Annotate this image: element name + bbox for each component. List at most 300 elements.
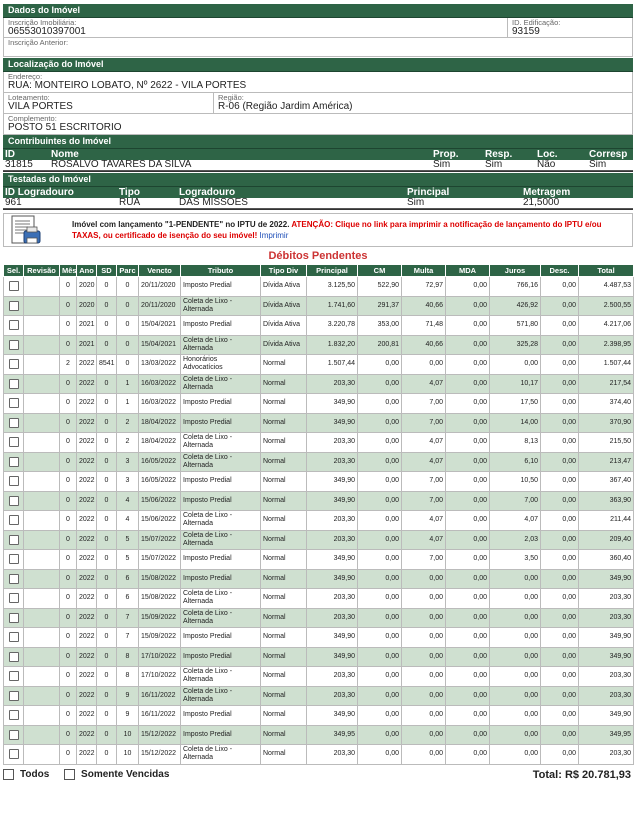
debito-cell-vencto: 15/07/2022 xyxy=(139,550,181,570)
debito-cell-vencto: 16/11/2022 xyxy=(139,686,181,706)
debito-select-checkbox[interactable] xyxy=(9,359,19,369)
debito-select-checkbox[interactable] xyxy=(9,593,19,603)
debito-select-cell[interactable] xyxy=(4,335,24,355)
debito-cell-juros: 8,13 xyxy=(490,433,541,453)
debito-cell-vencto: 18/04/2022 xyxy=(139,413,181,433)
debito-cell-mda: 0,00 xyxy=(446,647,490,667)
contrib-header-prop: Prop. xyxy=(431,149,483,160)
debito-cell-mda: 0,00 xyxy=(446,316,490,336)
debito-cell-vencto: 15/07/2022 xyxy=(139,530,181,550)
debito-cell-revisao xyxy=(24,433,60,453)
debito-cell-parc: 8 xyxy=(117,667,139,687)
debito-cell-revisao xyxy=(24,355,60,375)
debito-cell-tipo-div: Dívida Ativa xyxy=(261,316,307,336)
debito-cell-mda: 0,00 xyxy=(446,472,490,492)
debito-cell-tributo: Imposto Predial xyxy=(181,628,261,648)
debito-row xyxy=(4,335,634,355)
debito-select-checkbox[interactable] xyxy=(9,652,19,662)
debitos-header-cm: CM xyxy=(358,265,402,277)
debito-cell-desc: 0,00 xyxy=(541,530,579,550)
debito-select-checkbox[interactable] xyxy=(9,379,19,389)
debito-cell-juros: 0,00 xyxy=(490,686,541,706)
debito-cell-cm: 0,00 xyxy=(358,686,402,706)
debito-cell-total: 349,90 xyxy=(579,706,634,726)
debito-cell-tributo: Coleta de Lixo - Alternada xyxy=(181,296,261,316)
debito-cell-sd: 0 xyxy=(97,296,117,316)
debito-cell-vencto: 20/11/2020 xyxy=(139,296,181,316)
debito-cell-tipo-div: Normal xyxy=(261,589,307,609)
total-amount: Total: R$ 20.781,93 xyxy=(532,768,631,781)
debito-cell-tipo-div: Normal xyxy=(261,569,307,589)
debito-cell-tributo: Coleta de Lixo - Alternada xyxy=(181,511,261,531)
debito-cell-parc: 2 xyxy=(117,413,139,433)
debito-cell-ano: 2022 xyxy=(77,608,97,628)
debito-cell-cm: 0,00 xyxy=(358,667,402,687)
debito-cell-cm: 0,00 xyxy=(358,589,402,609)
debito-cell-multa: 72,97 xyxy=(402,277,446,297)
debito-select-cell[interactable] xyxy=(4,647,24,667)
debito-cell-mda: 0,00 xyxy=(446,745,490,765)
debito-cell-principal: 349,90 xyxy=(307,491,358,511)
debito-cell-tipo-div: Normal xyxy=(261,628,307,648)
insc-imob-label: Inscrição Imobiliária: xyxy=(8,18,77,27)
debito-cell-mda: 0,00 xyxy=(446,413,490,433)
debito-select-checkbox[interactable] xyxy=(9,496,19,506)
debito-cell-revisao xyxy=(24,394,60,414)
testada-logradouro: DAS MISSOES xyxy=(177,198,405,209)
debito-cell-ano: 2022 xyxy=(77,725,97,745)
section-contribuintes-title: Contribuintes do Imóvel xyxy=(3,135,633,149)
imovel-page xyxy=(3,4,633,781)
debito-cell-mes: 0 xyxy=(60,277,77,297)
debito-cell-cm: 0,00 xyxy=(358,530,402,550)
debito-cell-principal: 349,90 xyxy=(307,628,358,648)
debito-cell-mda: 0,00 xyxy=(446,686,490,706)
debito-select-cell[interactable] xyxy=(4,589,24,609)
debito-row xyxy=(4,394,634,414)
debito-cell-sd: 0 xyxy=(97,433,117,453)
debito-cell-principal: 203,30 xyxy=(307,686,358,706)
debito-select-checkbox[interactable] xyxy=(9,320,19,330)
debito-cell-multa: 7,00 xyxy=(402,550,446,570)
debito-cell-total: 211,44 xyxy=(579,511,634,531)
debito-select-checkbox[interactable] xyxy=(9,730,19,740)
debito-select-cell[interactable] xyxy=(4,511,24,531)
debito-cell-total: 203,30 xyxy=(579,589,634,609)
debito-row xyxy=(4,745,634,765)
debito-cell-tipo-div: Normal xyxy=(261,433,307,453)
debito-select-cell[interactable] xyxy=(4,706,24,726)
contrib-loc: Não xyxy=(535,160,587,171)
debito-select-cell[interactable] xyxy=(4,277,24,297)
debito-select-checkbox[interactable] xyxy=(9,749,19,759)
debito-cell-tipo-div: Normal xyxy=(261,355,307,375)
debito-cell-parc: 0 xyxy=(117,355,139,375)
contribuintes-table xyxy=(3,149,633,172)
debito-cell-multa: 0,00 xyxy=(402,647,446,667)
debitos-header-mda: MDA xyxy=(446,265,490,277)
debito-cell-tributo: Coleta de Lixo - Alternada xyxy=(181,452,261,472)
debito-row xyxy=(4,628,634,648)
testada-header-id: ID Logradouro xyxy=(3,187,117,198)
debito-cell-revisao xyxy=(24,706,60,726)
debito-select-cell[interactable] xyxy=(4,550,24,570)
debito-cell-sd: 0 xyxy=(97,550,117,570)
debito-cell-revisao xyxy=(24,550,60,570)
debito-cell-revisao xyxy=(24,628,60,648)
debitos-header-tipo-div: Tipo Div xyxy=(261,265,307,277)
debito-cell-parc: 8 xyxy=(117,647,139,667)
debito-select-cell[interactable] xyxy=(4,472,24,492)
debito-cell-cm: 0,00 xyxy=(358,472,402,492)
debito-cell-multa: 4,07 xyxy=(402,511,446,531)
imprimir-link[interactable]: Imprimir xyxy=(259,231,289,240)
debito-cell-total: 1.507,44 xyxy=(579,355,634,375)
debito-cell-parc: 9 xyxy=(117,686,139,706)
debitos-header-row xyxy=(4,265,634,277)
debito-cell-cm: 0,00 xyxy=(358,569,402,589)
debitos-header-parc: Parc xyxy=(117,265,139,277)
debito-cell-tributo: Imposto Predial xyxy=(181,316,261,336)
debito-select-cell[interactable] xyxy=(4,745,24,765)
debitos-header-desc: Desc. xyxy=(541,265,579,277)
debito-cell-sd: 0 xyxy=(97,491,117,511)
debito-cell-juros: 0,00 xyxy=(490,647,541,667)
contrib-header-loc: Loc. xyxy=(535,149,587,160)
testada-principal: Sim xyxy=(405,198,521,209)
debito-row xyxy=(4,355,634,375)
debito-cell-ano: 2022 xyxy=(77,550,97,570)
debito-cell-cm: 0,00 xyxy=(358,394,402,414)
debito-row xyxy=(4,686,634,706)
debito-cell-desc: 0,00 xyxy=(541,511,579,531)
debito-cell-multa: 40,66 xyxy=(402,335,446,355)
debito-cell-total: 2.500,55 xyxy=(579,296,634,316)
debito-select-checkbox[interactable] xyxy=(9,535,19,545)
debito-cell-sd: 0 xyxy=(97,667,117,687)
debito-cell-total: 4.217,06 xyxy=(579,316,634,336)
debito-cell-sd: 0 xyxy=(97,316,117,336)
debito-select-cell[interactable] xyxy=(4,491,24,511)
debito-cell-tipo-div: Normal xyxy=(261,608,307,628)
debito-cell-multa: 40,66 xyxy=(402,296,446,316)
debito-cell-cm: 0,00 xyxy=(358,745,402,765)
debito-cell-revisao xyxy=(24,569,60,589)
debito-cell-mda: 0,00 xyxy=(446,491,490,511)
debito-cell-mes: 0 xyxy=(60,316,77,336)
debito-select-checkbox[interactable] xyxy=(9,437,19,447)
document-print-icon[interactable] xyxy=(8,215,44,245)
debito-row xyxy=(4,569,634,589)
debito-cell-vencto: 15/06/2022 xyxy=(139,511,181,531)
debito-cell-total: 363,90 xyxy=(579,491,634,511)
debito-select-checkbox[interactable] xyxy=(9,476,19,486)
debito-cell-tipo-div: Dívida Ativa xyxy=(261,335,307,355)
debito-cell-total: 367,40 xyxy=(579,472,634,492)
debito-select-checkbox[interactable] xyxy=(9,632,19,642)
debito-cell-revisao xyxy=(24,745,60,765)
debito-cell-mda: 0,00 xyxy=(446,335,490,355)
debito-cell-parc: 0 xyxy=(117,316,139,336)
debito-cell-revisao xyxy=(24,335,60,355)
debito-cell-desc: 0,00 xyxy=(541,394,579,414)
debito-cell-vencto: 15/06/2022 xyxy=(139,491,181,511)
debito-cell-parc: 0 xyxy=(117,277,139,297)
section-localizacao-title: Localização do Imóvel xyxy=(3,58,633,72)
debito-cell-sd: 0 xyxy=(97,745,117,765)
debito-cell-juros: 7,00 xyxy=(490,491,541,511)
debito-cell-ano: 2022 xyxy=(77,589,97,609)
debito-cell-tipo-div: Normal xyxy=(261,452,307,472)
debito-cell-parc: 6 xyxy=(117,569,139,589)
debito-cell-tributo: Coleta de Lixo - Alternada xyxy=(181,589,261,609)
debito-cell-principal: 203,30 xyxy=(307,511,358,531)
debito-row xyxy=(4,550,634,570)
debito-cell-parc: 0 xyxy=(117,296,139,316)
debito-cell-cm: 353,00 xyxy=(358,316,402,336)
debito-cell-parc: 7 xyxy=(117,608,139,628)
debito-select-cell[interactable] xyxy=(4,413,24,433)
debito-cell-mes: 0 xyxy=(60,452,77,472)
contrib-resp: Sim xyxy=(483,160,535,171)
debito-cell-multa: 4,07 xyxy=(402,452,446,472)
debito-cell-tributo: Imposto Predial xyxy=(181,491,261,511)
todos-checkbox[interactable] xyxy=(3,769,14,780)
debito-cell-mes: 0 xyxy=(60,413,77,433)
debito-cell-mes: 0 xyxy=(60,374,77,394)
debito-cell-multa: 0,00 xyxy=(402,628,446,648)
debito-cell-mda: 0,00 xyxy=(446,433,490,453)
debito-cell-sd: 0 xyxy=(97,277,117,297)
debito-cell-ano: 2022 xyxy=(77,374,97,394)
debito-cell-principal: 349,90 xyxy=(307,569,358,589)
debito-cell-multa: 0,00 xyxy=(402,355,446,375)
debito-cell-cm: 522,90 xyxy=(358,277,402,297)
debito-cell-vencto: 15/04/2021 xyxy=(139,335,181,355)
debito-select-checkbox[interactable] xyxy=(9,515,19,525)
debito-row xyxy=(4,706,634,726)
vencidas-checkbox[interactable] xyxy=(64,769,75,780)
debito-select-cell[interactable] xyxy=(4,374,24,394)
debito-cell-juros: 0,00 xyxy=(490,608,541,628)
debito-cell-vencto: 16/11/2022 xyxy=(139,706,181,726)
debito-cell-mes: 0 xyxy=(60,628,77,648)
debito-row xyxy=(4,413,634,433)
debito-cell-mes: 2 xyxy=(60,355,77,375)
debito-cell-tributo: Coleta de Lixo - Alternada xyxy=(181,608,261,628)
debito-select-checkbox[interactable] xyxy=(9,281,19,291)
debito-cell-desc: 0,00 xyxy=(541,491,579,511)
debito-cell-sd: 0 xyxy=(97,452,117,472)
debito-cell-ano: 2022 xyxy=(77,530,97,550)
debito-cell-desc: 0,00 xyxy=(541,608,579,628)
debito-select-cell[interactable] xyxy=(4,569,24,589)
debito-cell-cm: 0,00 xyxy=(358,491,402,511)
debito-cell-mes: 0 xyxy=(60,686,77,706)
debito-select-cell[interactable] xyxy=(4,296,24,316)
debito-cell-tributo: Coleta de Lixo - Alternada xyxy=(181,686,261,706)
debito-select-checkbox[interactable] xyxy=(9,710,19,720)
iptu-notice xyxy=(3,213,633,247)
debito-cell-desc: 0,00 xyxy=(541,433,579,453)
debito-cell-tipo-div: Normal xyxy=(261,491,307,511)
debito-cell-mda: 0,00 xyxy=(446,628,490,648)
id-edif-label: ID. Edificação: xyxy=(512,18,561,27)
debito-cell-ano: 2022 xyxy=(77,706,97,726)
debito-select-checkbox[interactable] xyxy=(9,340,19,350)
debito-cell-parc: 5 xyxy=(117,530,139,550)
debito-cell-multa: 0,00 xyxy=(402,569,446,589)
debito-cell-mes: 0 xyxy=(60,647,77,667)
debito-cell-principal: 203,30 xyxy=(307,452,358,472)
endereco-value: RUA: MONTEIRO LOBATO, Nº 2622 - VILA PORTES xyxy=(8,80,247,91)
debito-cell-ano: 2020 xyxy=(77,277,97,297)
debito-cell-desc: 0,00 xyxy=(541,550,579,570)
debito-cell-mda: 0,00 xyxy=(446,452,490,472)
debito-cell-mes: 0 xyxy=(60,433,77,453)
debitos-header-total: Total xyxy=(579,265,634,277)
debito-select-checkbox[interactable] xyxy=(9,613,19,623)
debito-select-cell[interactable] xyxy=(4,667,24,687)
debito-cell-mda: 0,00 xyxy=(446,511,490,531)
debito-cell-total: 360,40 xyxy=(579,550,634,570)
debito-cell-cm: 0,00 xyxy=(358,647,402,667)
debito-cell-parc: 6 xyxy=(117,589,139,609)
debito-cell-cm: 0,00 xyxy=(358,608,402,628)
debito-cell-tipo-div: Normal xyxy=(261,647,307,667)
debito-cell-ano: 2022 xyxy=(77,511,97,531)
debito-select-checkbox[interactable] xyxy=(9,671,19,681)
debito-cell-principal: 203,30 xyxy=(307,667,358,687)
debito-cell-total: 2.398,95 xyxy=(579,335,634,355)
debito-cell-principal: 349,95 xyxy=(307,725,358,745)
debito-select-checkbox[interactable] xyxy=(9,574,19,584)
debito-cell-desc: 0,00 xyxy=(541,472,579,492)
debitos-header-principal: Principal xyxy=(307,265,358,277)
loteamento-label: Loteamento: xyxy=(8,93,50,102)
debito-select-checkbox[interactable] xyxy=(9,691,19,701)
debito-cell-sd: 0 xyxy=(97,511,117,531)
debito-select-checkbox[interactable] xyxy=(9,554,19,564)
debito-cell-mda: 0,00 xyxy=(446,296,490,316)
debito-cell-tributo: Imposto Predial xyxy=(181,394,261,414)
debito-cell-sd: 0 xyxy=(97,647,117,667)
debito-cell-revisao xyxy=(24,686,60,706)
debito-cell-cm: 200,81 xyxy=(358,335,402,355)
debito-select-checkbox[interactable] xyxy=(9,301,19,311)
debito-cell-desc: 0,00 xyxy=(541,725,579,745)
debito-select-cell[interactable] xyxy=(4,394,24,414)
debito-cell-multa: 0,00 xyxy=(402,608,446,628)
debito-cell-juros: 571,80 xyxy=(490,316,541,336)
debito-cell-total: 209,40 xyxy=(579,530,634,550)
debito-cell-total: 4.487,53 xyxy=(579,277,634,297)
debito-cell-mes: 0 xyxy=(60,667,77,687)
debito-select-cell[interactable] xyxy=(4,530,24,550)
testada-header-principal: Principal xyxy=(405,187,521,198)
debito-select-checkbox[interactable] xyxy=(9,398,19,408)
contrib-corresp: Sim xyxy=(587,160,633,171)
debito-cell-principal: 349,90 xyxy=(307,472,358,492)
debito-cell-multa: 0,00 xyxy=(402,745,446,765)
debito-select-cell[interactable] xyxy=(4,725,24,745)
debito-cell-total: 349,90 xyxy=(579,569,634,589)
debito-row xyxy=(4,530,634,550)
todos-option[interactable] xyxy=(3,769,55,780)
debito-select-checkbox[interactable] xyxy=(9,418,19,428)
debito-cell-vencto: 20/11/2020 xyxy=(139,277,181,297)
debito-cell-juros: 0,00 xyxy=(490,725,541,745)
debito-cell-parc: 4 xyxy=(117,491,139,511)
debito-cell-tributo: Imposto Predial xyxy=(181,706,261,726)
debito-cell-sd: 0 xyxy=(97,628,117,648)
debito-select-cell[interactable] xyxy=(4,316,24,336)
debito-cell-revisao xyxy=(24,316,60,336)
debito-cell-ano: 2022 xyxy=(77,355,97,375)
debitos-table xyxy=(3,264,634,765)
debito-select-cell[interactable] xyxy=(4,433,24,453)
debito-row xyxy=(4,589,634,609)
vencidas-option[interactable] xyxy=(64,769,175,780)
debitos-header-juros: Juros xyxy=(490,265,541,277)
debito-select-cell[interactable] xyxy=(4,452,24,472)
contrib-nome: ROSALVO TAVARES DA SILVA xyxy=(49,160,431,171)
debitos-footer xyxy=(3,769,633,781)
contrib-header-resp: Resp. xyxy=(483,149,535,160)
debito-cell-desc: 0,00 xyxy=(541,686,579,706)
debito-select-cell[interactable] xyxy=(4,608,24,628)
debito-cell-juros: 2,03 xyxy=(490,530,541,550)
debito-cell-mes: 0 xyxy=(60,472,77,492)
debito-select-cell[interactable] xyxy=(4,628,24,648)
debito-cell-tributo: Coleta de Lixo - Alternada xyxy=(181,530,261,550)
debito-cell-juros: 0,00 xyxy=(490,628,541,648)
debito-cell-vencto: 15/09/2022 xyxy=(139,608,181,628)
debito-cell-juros: 426,92 xyxy=(490,296,541,316)
debito-cell-multa: 4,07 xyxy=(402,433,446,453)
debito-cell-desc: 0,00 xyxy=(541,335,579,355)
complemento-value: POSTO 51 ESCRITORIO xyxy=(8,122,122,133)
debito-select-checkbox[interactable] xyxy=(9,457,19,467)
debito-cell-sd: 0 xyxy=(97,706,117,726)
debito-cell-desc: 0,00 xyxy=(541,745,579,765)
debito-cell-mes: 0 xyxy=(60,569,77,589)
debito-cell-mda: 0,00 xyxy=(446,667,490,687)
debito-cell-total: 203,30 xyxy=(579,745,634,765)
todos-label: Todos xyxy=(20,769,50,781)
debito-select-cell[interactable] xyxy=(4,355,24,375)
debito-cell-tipo-div: Normal xyxy=(261,413,307,433)
debito-cell-vencto: 15/09/2022 xyxy=(139,628,181,648)
endereco-label: Endereço: xyxy=(8,72,43,81)
debito-cell-total: 217,54 xyxy=(579,374,634,394)
debito-cell-principal: 349,90 xyxy=(307,394,358,414)
debito-cell-parc: 3 xyxy=(117,472,139,492)
debito-cell-mda: 0,00 xyxy=(446,725,490,745)
debito-cell-revisao xyxy=(24,491,60,511)
debito-cell-mda: 0,00 xyxy=(446,706,490,726)
debito-cell-desc: 0,00 xyxy=(541,277,579,297)
testada-header-logradouro: Logradouro xyxy=(177,187,405,198)
debito-cell-desc: 0,00 xyxy=(541,452,579,472)
debito-select-cell[interactable] xyxy=(4,686,24,706)
debito-cell-mes: 0 xyxy=(60,335,77,355)
regiao-value: R-06 (Região Jardim América) xyxy=(218,101,353,112)
debito-cell-cm: 0,00 xyxy=(358,725,402,745)
debito-cell-parc: 9 xyxy=(117,706,139,726)
debito-cell-vencto: 15/04/2021 xyxy=(139,316,181,336)
debito-cell-mda: 0,00 xyxy=(446,530,490,550)
